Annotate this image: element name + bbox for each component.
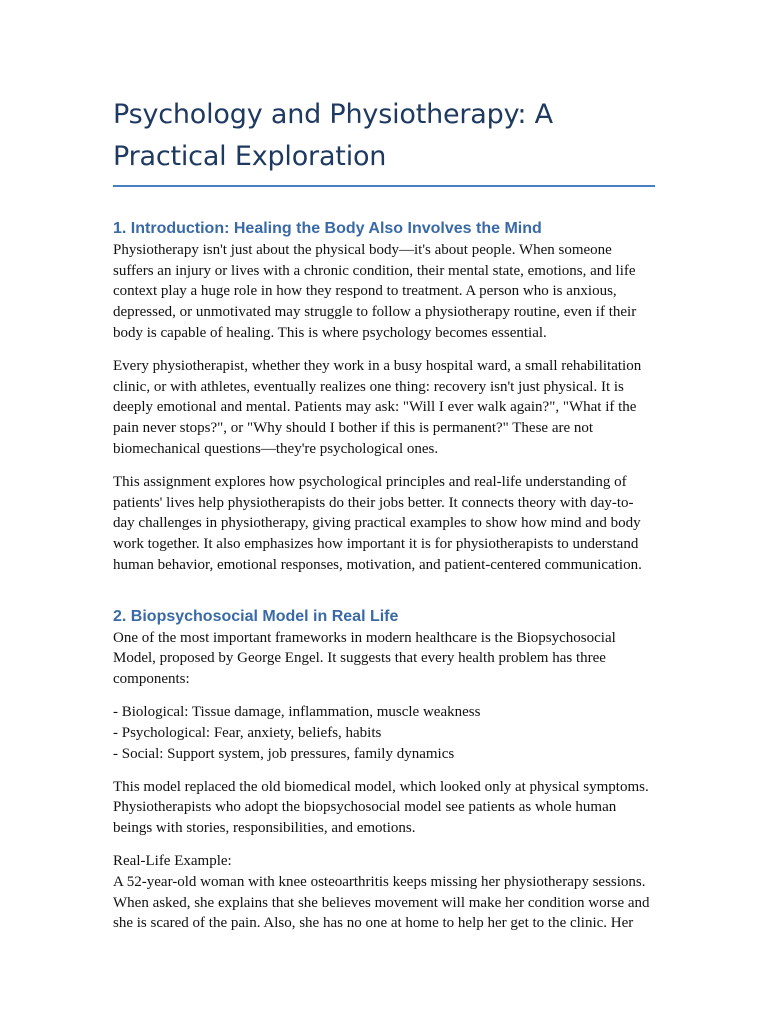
list-item-psychological: - Psychological: Fear, anxiety, beliefs, habits [113, 724, 382, 741]
example-text: A 52-year-old woman with knee osteoarthritis keeps missing her physiotherapy sessions. When asked, she explains that she believes movement will make her condition worse and she is scared of the pain. Also, she has no one at home to help her get to the clinic. Her [113, 874, 650, 932]
list-item-biological: - Biological: Tissue damage, inflammation, muscle weakness [113, 704, 481, 721]
intro-paragraph-3: This assignment explores how psychological principles and real-life understanding of patients' lives help physiotherapists do their jobs better. It connects theory with day-to-day challenges in physiotherapy, giving practical examples to show how mind and body work together. It also emphasizes how important it is for physiotherapists to understand human behavior, emotional responses, motivation, and patient-centered communication. [113, 474, 642, 573]
components-list [113, 702, 655, 764]
section-heading-biopsychosocial: 2. Biopsychosocial Model in Real Life [113, 607, 399, 625]
intro-paragraph-2: Every physiotherapist, whether they work in a busy hospital ward, a small rehabilitation clinic, or with athletes, eventually realizes one thing: recovery isn't just physical. It is deeply emotional and mental. Patients may ask: "Will I ever walk again?", "What if the pain never stops?", or "Why should I bother if this is permanent?" These are not biomechanical questions—they're psychological ones. [113, 358, 642, 457]
document-title: Psychology and Physiotherapy: A Practical Exploration [113, 94, 655, 187]
real-life-example [113, 851, 655, 934]
section-heading-introduction: 1. Introduction: Healing the Body Also Involves the Mind [113, 220, 542, 237]
model-explanation-paragraph: This model replaced the old biomedical model, which looked only at physical symptoms. Physiotherapists who adopt the biopsychosocial model see patients as whole human beings with stories, responsibilities, and emotions. [113, 778, 649, 837]
intro-paragraph-1: Physiotherapy isn't just about the physical body—it's about people. When someone suffers an injury or lives with a chronic condition, their mental state, emotions, and life context play a huge role in how they respond to treatment. A person who is anxious, depressed, or unmotivated may struggle to follow a physiotherapy routine, even if their body is capable of healing. This is where psychology becomes essential. [113, 242, 637, 341]
example-label: Real-Life Example: [113, 853, 232, 870]
biopsychosocial-intro: One of the most important frameworks in modern healthcare is the Biopsychosocial Model, proposed by George Engel. It suggests that every health problem has three components: [113, 629, 616, 687]
document-page [113, 94, 655, 947]
list-item-social: - Social: Support system, job pressures, family dynamics [113, 745, 455, 762]
